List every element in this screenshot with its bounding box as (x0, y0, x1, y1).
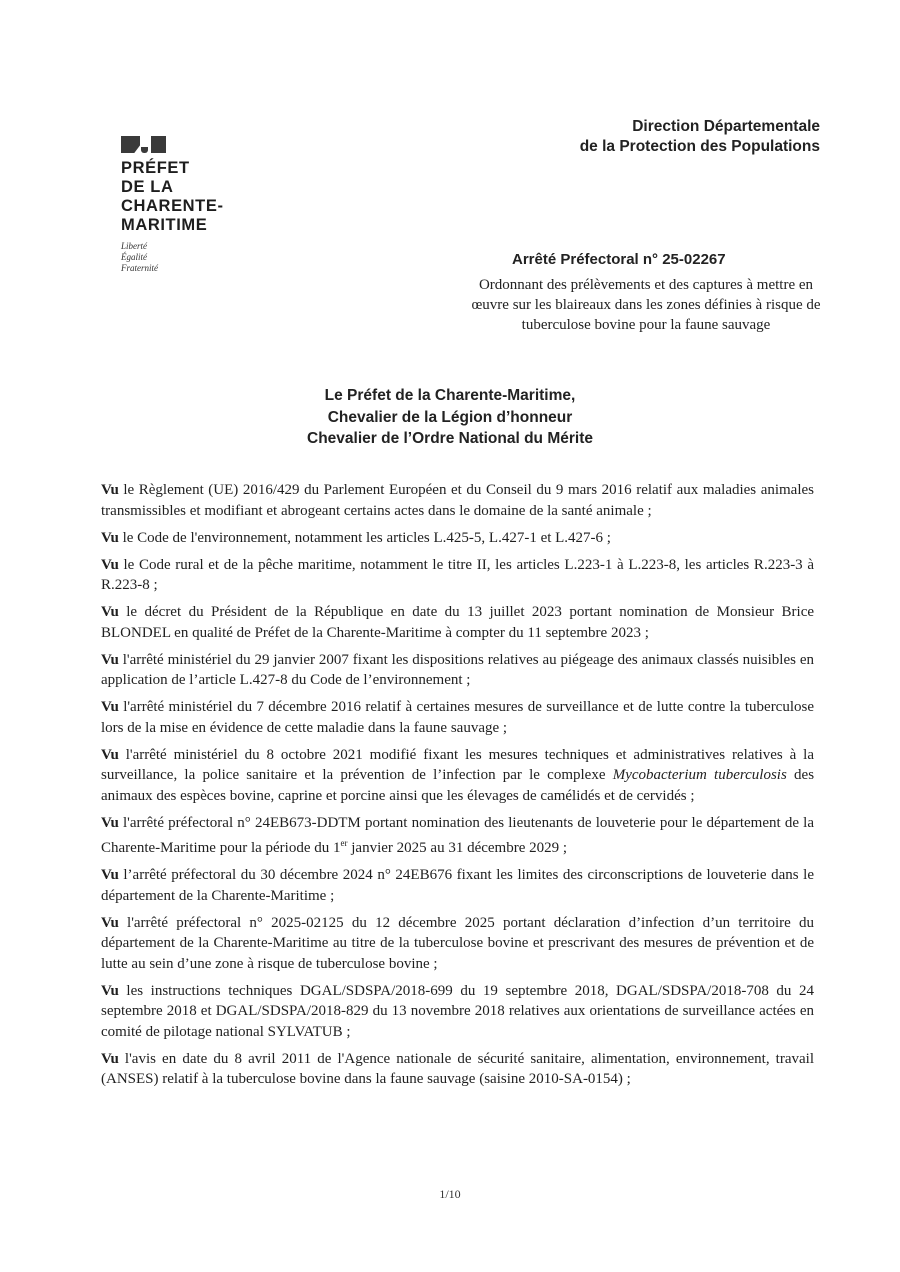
prefet-heading (250, 385, 650, 450)
republic-motto (121, 241, 251, 274)
motto-fraternite: Fraternité (121, 263, 158, 273)
logo-line-3: CHARENTE- (121, 197, 224, 215)
visa-paragraph (101, 602, 814, 643)
visa-paragraph (101, 555, 814, 596)
visa-text: l'arrêté ministériel du 7 décembre 2016 relatif à certaines mesures de surveillance et de lutte contre la tuberculose lors de la mise en évidence de cette maladie dans la faune sauvage ; (101, 699, 815, 736)
visa-text: l'arrêté préfectoral n° 2025-02125 du 12 décembre 2025 portant déclaration d’infection d’un territoire du département de la Charente-Maritime au titre de la tuberculose bovine et prescrivant des mesures de prévention et de lutte au sein d’une zone à risque de tuberculose bovine ; (101, 914, 814, 972)
motto-egalite: Égalité (121, 252, 147, 262)
visa-paragraph (101, 650, 814, 691)
visa-prefix: Vu (101, 982, 119, 999)
visa-prefix: Vu (101, 604, 119, 620)
prefet-line-2: Chevalier de la Légion d’honneur (327, 408, 573, 426)
visa-text: l'arrêté ministériel du 8 octobre 2021 modifié fixant les mesures techniques et administratives relatives à la surveillance, la police sanitaire et la prévention de l’infection par le complexe (101, 746, 815, 783)
direction-line-2: de la Protection des Populations (579, 138, 820, 155)
prefet-line-3: Chevalier de l’Ordre National du Mérite (307, 430, 593, 447)
direction-header (580, 117, 820, 157)
visa-paragraph (101, 865, 814, 906)
visa-paragraph (101, 1049, 814, 1090)
arrete-description: Ordonnant des prélèvements et des captures à mettre en œuvre sur les blaireaux dans les zones définies à risque de tuberculose bovine pour la faune sauvage (471, 277, 821, 333)
visa-prefix: Vu (101, 814, 119, 831)
visa-paragraph (101, 745, 814, 807)
logo-line-1: PRÉFET (121, 159, 190, 177)
visa-paragraph (101, 480, 814, 521)
visa-prefix: Vu (101, 482, 119, 498)
page-number: 1/10 (439, 1187, 461, 1201)
visa-prefix: Vu (101, 556, 119, 573)
visa-text-italic: Mycobacterium tuberculosis (612, 767, 787, 783)
visa-paragraph (101, 981, 814, 1043)
visa-prefix: Vu (101, 699, 119, 715)
logo-line-4: MARITIME (121, 216, 208, 234)
visa-superscript: er (340, 838, 348, 848)
visa-text: l'arrêté ministériel du 29 janvier 2007 fixant les dispositions relatives au piégeage des animaux classés nuisibles en application de l’article L.427-8 du Code de l’environnement ; (101, 651, 815, 688)
visa-paragraph (101, 813, 814, 859)
visa-text-after: des animaux des espèces bovine, caprine et porcine ainsi que les élevages de camélidés et de cervidés ; (101, 767, 815, 804)
visa-paragraph (101, 697, 814, 738)
visa-text: l'avis en date du 8 avril 2011 de l'Agence nationale de sécurité sanitaire, alimentation, environnement, travail (ANSES) relatif à la tuberculose bovine dans la faune sauvage (saisine 2010-SA-0154) ; (101, 1050, 814, 1087)
visa-text: le Règlement (UE) 2016/429 du Parlement Européen et du Conseil du 9 mars 2016 relatif aux maladies animales transmissibles et modifiant et abrogeant certains actes dans le domaine de la santé animale ; (101, 482, 815, 519)
visa-prefix: Vu (101, 651, 119, 668)
visa-text: l’arrêté préfectoral du 30 décembre 2024 n° 24EB676 fixant les limites des circonscriptions de louveterie dans le département de la Charente-Maritime ; (101, 867, 814, 904)
visa-text-after: janvier 2025 au 31 décembre 2029 ; (351, 840, 568, 856)
prefet-logo (121, 135, 251, 274)
arrete-title: Arrêté Préfectoral n° 25-02267 (512, 251, 726, 268)
visa-text: le Code de l'environnement, notamment les articles L.425-5, L.427-1 et L.427-6 ; (122, 529, 611, 546)
motto-liberte: Liberté (121, 241, 147, 251)
visa-text: le Code rural et de la pêche maritime, notamment le titre II, les articles L.223-1 à L.223-8, les articles R.223-3 à R.223-8 ; (101, 556, 815, 593)
direction-line-1: Direction Départementale (632, 118, 820, 135)
visa-text: le décret du Président de la République en date du 13 juillet 2023 portant nomination de Monsieur Brice BLONDEL en qualité de Préfet de la Charente-Maritime à compter du 11 septembre 2023 ; (101, 604, 815, 641)
visas-list (101, 480, 814, 1096)
visa-text: l'arrêté préfectoral n° 24EB673-DDTM portant nomination des lieutenants de louveterie pour le département de la Charente-Maritime pour la période du 1 (101, 814, 814, 856)
visa-paragraph (101, 913, 814, 975)
visa-prefix: Vu (101, 1050, 119, 1067)
visa-text: les instructions techniques DGAL/SDSPA/2018-699 du 19 septembre 2018, DGAL/SDSPA/2018-708 du 24 septembre 2018 et DGAL/SDSPA/2018-829 du 13 novembre 2018 relatives aux orientations de surveillance actées en comité de pilotage national SYLVATUB ; (101, 982, 815, 1040)
visa-prefix: Vu (101, 529, 119, 546)
prefet-line-1: Le Préfet de la Charente-Maritime, (324, 387, 576, 404)
visa-prefix: Vu (101, 867, 119, 883)
visa-prefix: Vu (101, 746, 119, 763)
marianne-flag-icon (121, 135, 251, 153)
visa-paragraph (101, 528, 814, 549)
visa-prefix: Vu (101, 914, 119, 931)
logo-line-2: DE LA (121, 178, 174, 196)
